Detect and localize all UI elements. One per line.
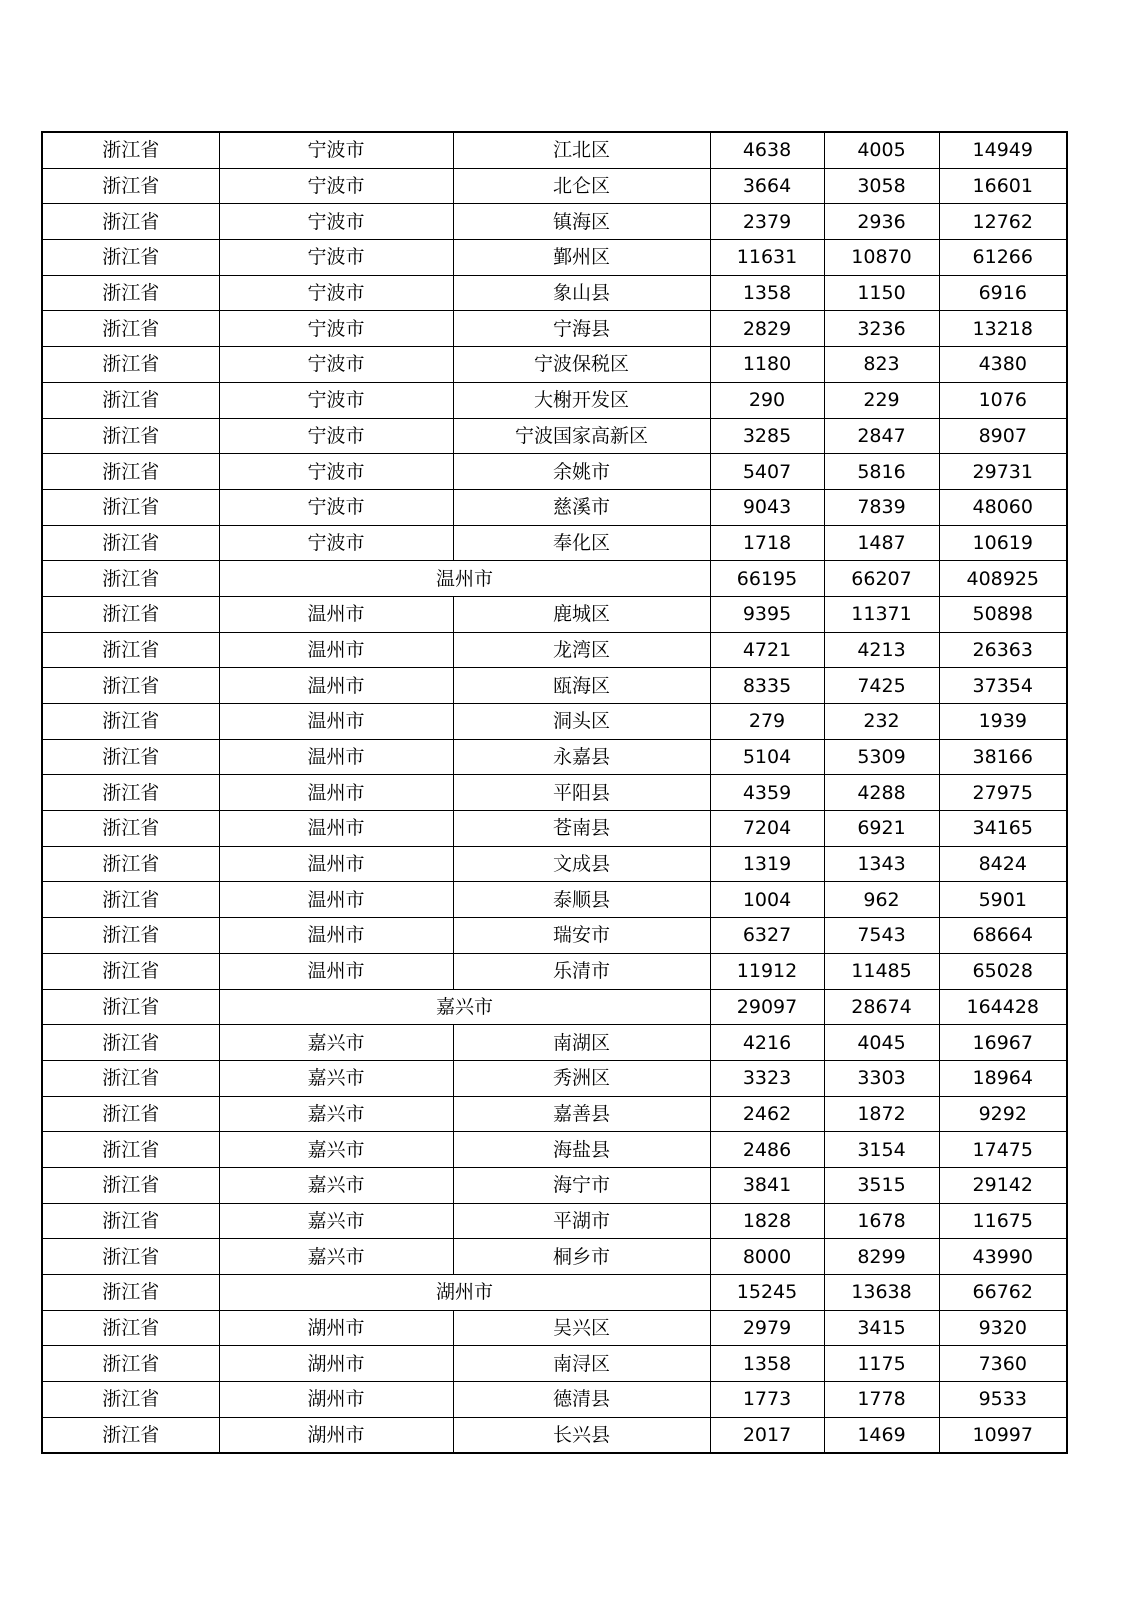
value-3-cell: 13218	[939, 311, 1067, 347]
district-cell: 洞头区	[453, 704, 710, 740]
value-1-cell: 1828	[710, 1203, 824, 1239]
value-2-cell: 1872	[824, 1096, 939, 1132]
value-1-cell: 11912	[710, 953, 824, 989]
city-cell: 宁波市	[219, 204, 453, 240]
value-1-cell: 1319	[710, 846, 824, 882]
value-2-cell: 1487	[824, 525, 939, 561]
value-1-cell: 9043	[710, 489, 824, 525]
province-cell: 浙江省	[42, 775, 219, 811]
table-row	[42, 382, 1067, 418]
province-cell: 浙江省	[42, 382, 219, 418]
table-body	[42, 132, 1067, 1453]
value-2-cell: 7839	[824, 489, 939, 525]
city-cell: 宁波市	[219, 132, 453, 168]
value-3-cell: 12762	[939, 204, 1067, 240]
table-row	[42, 1096, 1067, 1132]
district-cell: 宁波国家高新区	[453, 418, 710, 454]
table-row	[42, 311, 1067, 347]
province-cell: 浙江省	[42, 1239, 219, 1275]
city-summary-row	[42, 989, 1067, 1025]
data-table	[41, 131, 1068, 1454]
province-cell: 浙江省	[42, 1132, 219, 1168]
city-cell: 宁波市	[219, 240, 453, 276]
value-3-cell: 50898	[939, 596, 1067, 632]
province-cell: 浙江省	[42, 1346, 219, 1382]
value-1-cell: 15245	[710, 1275, 824, 1311]
district-cell: 海盐县	[453, 1132, 710, 1168]
value-1-cell: 2979	[710, 1310, 824, 1346]
value-3-cell: 38166	[939, 739, 1067, 775]
district-cell: 余姚市	[453, 454, 710, 490]
district-cell: 长兴县	[453, 1417, 710, 1453]
value-2-cell: 1343	[824, 846, 939, 882]
value-3-cell: 5901	[939, 882, 1067, 918]
value-3-cell: 10619	[939, 525, 1067, 561]
value-2-cell: 823	[824, 347, 939, 383]
value-3-cell: 9320	[939, 1310, 1067, 1346]
district-cell: 泰顺县	[453, 882, 710, 918]
value-2-cell: 7425	[824, 668, 939, 704]
table-row	[42, 632, 1067, 668]
district-cell: 江北区	[453, 132, 710, 168]
district-cell: 平湖市	[453, 1203, 710, 1239]
value-2-cell: 1778	[824, 1382, 939, 1418]
value-2-cell: 5816	[824, 454, 939, 490]
city-cell: 湖州市	[219, 1310, 453, 1346]
province-cell: 浙江省	[42, 846, 219, 882]
province-cell: 浙江省	[42, 1310, 219, 1346]
value-2-cell: 5309	[824, 739, 939, 775]
city-cell: 湖州市	[219, 1346, 453, 1382]
value-2-cell: 7543	[824, 918, 939, 954]
table-row	[42, 953, 1067, 989]
table-row	[42, 168, 1067, 204]
value-3-cell: 66762	[939, 1275, 1067, 1311]
value-2-cell: 229	[824, 382, 939, 418]
table-row	[42, 489, 1067, 525]
value-1-cell: 8000	[710, 1239, 824, 1275]
table-row	[42, 275, 1067, 311]
value-3-cell: 68664	[939, 918, 1067, 954]
value-2-cell: 11485	[824, 953, 939, 989]
district-cell: 鹿城区	[453, 596, 710, 632]
province-cell: 浙江省	[42, 347, 219, 383]
value-1-cell: 2017	[710, 1417, 824, 1453]
table-row	[42, 704, 1067, 740]
city-cell: 宁波市	[219, 168, 453, 204]
table-row	[42, 739, 1067, 775]
province-cell: 浙江省	[42, 132, 219, 168]
district-cell: 北仑区	[453, 168, 710, 204]
value-3-cell: 61266	[939, 240, 1067, 276]
value-1-cell: 2486	[710, 1132, 824, 1168]
city-cell: 嘉兴市	[219, 1203, 453, 1239]
table-row	[42, 1060, 1067, 1096]
city-cell: 宁波市	[219, 347, 453, 383]
value-1-cell: 3323	[710, 1060, 824, 1096]
city-cell: 温州市	[219, 596, 453, 632]
district-cell: 南湖区	[453, 1025, 710, 1061]
province-cell: 浙江省	[42, 204, 219, 240]
value-1-cell: 1358	[710, 275, 824, 311]
value-1-cell: 5407	[710, 454, 824, 490]
table-row	[42, 1310, 1067, 1346]
value-3-cell: 8907	[939, 418, 1067, 454]
value-3-cell: 17475	[939, 1132, 1067, 1168]
table-row	[42, 1239, 1067, 1275]
value-3-cell: 18964	[939, 1060, 1067, 1096]
province-cell: 浙江省	[42, 739, 219, 775]
province-cell: 浙江省	[42, 632, 219, 668]
value-3-cell: 16601	[939, 168, 1067, 204]
value-2-cell: 3058	[824, 168, 939, 204]
district-cell: 秀洲区	[453, 1060, 710, 1096]
city-cell: 湖州市	[219, 1382, 453, 1418]
city-cell: 温州市	[219, 811, 453, 847]
value-3-cell: 9533	[939, 1382, 1067, 1418]
value-2-cell: 1175	[824, 1346, 939, 1382]
value-3-cell: 14949	[939, 132, 1067, 168]
city-cell: 温州市	[219, 918, 453, 954]
value-1-cell: 1004	[710, 882, 824, 918]
table-row	[42, 1132, 1067, 1168]
district-cell: 镇海区	[453, 204, 710, 240]
province-cell: 浙江省	[42, 918, 219, 954]
value-2-cell: 28674	[824, 989, 939, 1025]
value-2-cell: 1150	[824, 275, 939, 311]
value-3-cell: 65028	[939, 953, 1067, 989]
value-1-cell: 3285	[710, 418, 824, 454]
value-3-cell: 43990	[939, 1239, 1067, 1275]
city-cell: 温州市	[219, 632, 453, 668]
city-cell: 温州市	[219, 668, 453, 704]
district-cell: 乐清市	[453, 953, 710, 989]
value-3-cell: 37354	[939, 668, 1067, 704]
district-cell: 宁波保税区	[453, 347, 710, 383]
value-2-cell: 13638	[824, 1275, 939, 1311]
province-cell: 浙江省	[42, 668, 219, 704]
value-1-cell: 4638	[710, 132, 824, 168]
value-1-cell: 9395	[710, 596, 824, 632]
value-2-cell: 3303	[824, 1060, 939, 1096]
district-cell: 宁海县	[453, 311, 710, 347]
value-3-cell: 4380	[939, 347, 1067, 383]
province-cell: 浙江省	[42, 1382, 219, 1418]
value-1-cell: 4359	[710, 775, 824, 811]
value-3-cell: 10997	[939, 1417, 1067, 1453]
value-2-cell: 1469	[824, 1417, 939, 1453]
city-cell: 嘉兴市	[219, 1239, 453, 1275]
value-2-cell: 11371	[824, 596, 939, 632]
city-cell: 嘉兴市	[219, 1132, 453, 1168]
district-cell: 瑞安市	[453, 918, 710, 954]
value-1-cell: 2462	[710, 1096, 824, 1132]
value-3-cell: 26363	[939, 632, 1067, 668]
city-cell: 宁波市	[219, 382, 453, 418]
province-cell: 浙江省	[42, 418, 219, 454]
province-cell: 浙江省	[42, 525, 219, 561]
table-row	[42, 347, 1067, 383]
city-cell: 宁波市	[219, 525, 453, 561]
district-cell: 瓯海区	[453, 668, 710, 704]
value-3-cell: 34165	[939, 811, 1067, 847]
value-3-cell: 29142	[939, 1167, 1067, 1203]
value-1-cell: 2829	[710, 311, 824, 347]
district-cell: 吴兴区	[453, 1310, 710, 1346]
value-2-cell: 3515	[824, 1167, 939, 1203]
value-2-cell: 962	[824, 882, 939, 918]
table-row	[42, 1346, 1067, 1382]
district-cell: 德清县	[453, 1382, 710, 1418]
city-cell: 嘉兴市	[219, 1060, 453, 1096]
table-row	[42, 418, 1067, 454]
value-2-cell: 2936	[824, 204, 939, 240]
value-3-cell: 16967	[939, 1025, 1067, 1061]
table-row	[42, 596, 1067, 632]
value-3-cell: 27975	[939, 775, 1067, 811]
city-summary-row	[42, 561, 1067, 597]
city-cell: 温州市	[219, 775, 453, 811]
district-cell: 平阳县	[453, 775, 710, 811]
table-row	[42, 882, 1067, 918]
value-1-cell: 290	[710, 382, 824, 418]
value-3-cell: 48060	[939, 489, 1067, 525]
value-1-cell: 29097	[710, 989, 824, 1025]
value-1-cell: 4216	[710, 1025, 824, 1061]
value-3-cell: 164428	[939, 989, 1067, 1025]
value-1-cell: 1180	[710, 347, 824, 383]
value-1-cell: 3664	[710, 168, 824, 204]
table-row	[42, 204, 1067, 240]
table-row	[42, 1417, 1067, 1453]
value-3-cell: 7360	[939, 1346, 1067, 1382]
table-row	[42, 918, 1067, 954]
district-cell: 龙湾区	[453, 632, 710, 668]
table-row	[42, 525, 1067, 561]
city-cell: 温州市	[219, 704, 453, 740]
value-2-cell: 2847	[824, 418, 939, 454]
table-row	[42, 1382, 1067, 1418]
district-cell: 南浔区	[453, 1346, 710, 1382]
province-cell: 浙江省	[42, 1275, 219, 1311]
value-3-cell: 8424	[939, 846, 1067, 882]
province-cell: 浙江省	[42, 489, 219, 525]
province-cell: 浙江省	[42, 704, 219, 740]
value-1-cell: 7204	[710, 811, 824, 847]
value-1-cell: 279	[710, 704, 824, 740]
province-cell: 浙江省	[42, 1025, 219, 1061]
value-3-cell: 1939	[939, 704, 1067, 740]
value-2-cell: 4005	[824, 132, 939, 168]
district-cell: 奉化区	[453, 525, 710, 561]
city-cell: 宁波市	[219, 489, 453, 525]
value-1-cell: 66195	[710, 561, 824, 597]
table-row	[42, 846, 1067, 882]
value-2-cell: 232	[824, 704, 939, 740]
value-2-cell: 4213	[824, 632, 939, 668]
value-1-cell: 8335	[710, 668, 824, 704]
province-cell: 浙江省	[42, 1096, 219, 1132]
table-row	[42, 668, 1067, 704]
table-row	[42, 775, 1067, 811]
value-1-cell: 6327	[710, 918, 824, 954]
value-3-cell: 408925	[939, 561, 1067, 597]
province-cell: 浙江省	[42, 1417, 219, 1453]
province-cell: 浙江省	[42, 1203, 219, 1239]
province-cell: 浙江省	[42, 1167, 219, 1203]
table-row	[42, 811, 1067, 847]
city-cell: 温州市	[219, 846, 453, 882]
value-1-cell: 3841	[710, 1167, 824, 1203]
table-row	[42, 1167, 1067, 1203]
district-cell: 鄞州区	[453, 240, 710, 276]
value-2-cell: 8299	[824, 1239, 939, 1275]
district-cell: 慈溪市	[453, 489, 710, 525]
value-3-cell: 1076	[939, 382, 1067, 418]
district-cell: 文成县	[453, 846, 710, 882]
district-cell: 大榭开发区	[453, 382, 710, 418]
district-cell: 桐乡市	[453, 1239, 710, 1275]
city-summary-row	[42, 1275, 1067, 1311]
value-3-cell: 9292	[939, 1096, 1067, 1132]
table-row	[42, 240, 1067, 276]
city-cell: 宁波市	[219, 275, 453, 311]
city-total-label-cell: 温州市	[219, 561, 710, 597]
value-2-cell: 4045	[824, 1025, 939, 1061]
table-row	[42, 454, 1067, 490]
value-3-cell: 6916	[939, 275, 1067, 311]
district-cell: 象山县	[453, 275, 710, 311]
province-cell: 浙江省	[42, 454, 219, 490]
city-cell: 宁波市	[219, 454, 453, 490]
district-cell: 苍南县	[453, 811, 710, 847]
value-1-cell: 1358	[710, 1346, 824, 1382]
city-total-label-cell: 湖州市	[219, 1275, 710, 1311]
value-2-cell: 1678	[824, 1203, 939, 1239]
city-cell: 嘉兴市	[219, 1096, 453, 1132]
value-2-cell: 4288	[824, 775, 939, 811]
value-1-cell: 1718	[710, 525, 824, 561]
province-cell: 浙江省	[42, 168, 219, 204]
table-row	[42, 132, 1067, 168]
city-cell: 宁波市	[219, 418, 453, 454]
province-cell: 浙江省	[42, 596, 219, 632]
value-2-cell: 66207	[824, 561, 939, 597]
value-1-cell: 5104	[710, 739, 824, 775]
province-cell: 浙江省	[42, 953, 219, 989]
value-2-cell: 6921	[824, 811, 939, 847]
value-1-cell: 2379	[710, 204, 824, 240]
value-2-cell: 3154	[824, 1132, 939, 1168]
province-cell: 浙江省	[42, 561, 219, 597]
city-cell: 嘉兴市	[219, 1167, 453, 1203]
province-cell: 浙江省	[42, 882, 219, 918]
value-3-cell: 29731	[939, 454, 1067, 490]
value-2-cell: 10870	[824, 240, 939, 276]
city-cell: 温州市	[219, 882, 453, 918]
table-row	[42, 1203, 1067, 1239]
city-cell: 嘉兴市	[219, 1025, 453, 1061]
city-cell: 温州市	[219, 739, 453, 775]
value-1-cell: 1773	[710, 1382, 824, 1418]
city-total-label-cell: 嘉兴市	[219, 989, 710, 1025]
province-cell: 浙江省	[42, 311, 219, 347]
value-2-cell: 3415	[824, 1310, 939, 1346]
district-cell: 嘉善县	[453, 1096, 710, 1132]
value-2-cell: 3236	[824, 311, 939, 347]
value-1-cell: 4721	[710, 632, 824, 668]
city-cell: 湖州市	[219, 1417, 453, 1453]
province-cell: 浙江省	[42, 989, 219, 1025]
value-1-cell: 11631	[710, 240, 824, 276]
province-cell: 浙江省	[42, 240, 219, 276]
table-row	[42, 1025, 1067, 1061]
district-cell: 永嘉县	[453, 739, 710, 775]
province-cell: 浙江省	[42, 275, 219, 311]
district-cell: 海宁市	[453, 1167, 710, 1203]
province-cell: 浙江省	[42, 811, 219, 847]
value-3-cell: 11675	[939, 1203, 1067, 1239]
city-cell: 宁波市	[219, 311, 453, 347]
province-cell: 浙江省	[42, 1060, 219, 1096]
city-cell: 温州市	[219, 953, 453, 989]
